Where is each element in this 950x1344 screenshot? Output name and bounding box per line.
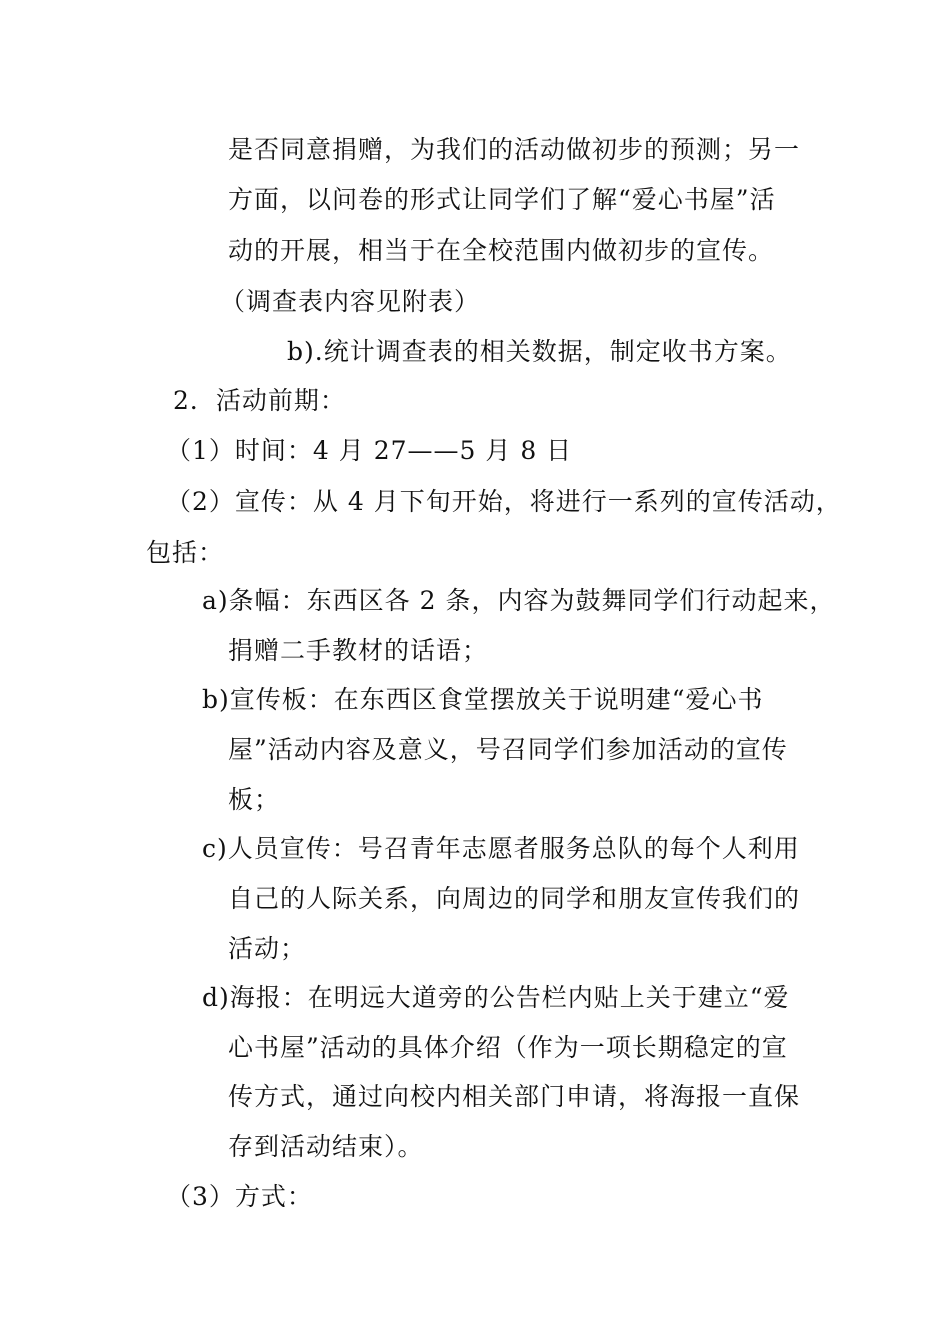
paragraph-line: 包括： <box>146 538 225 567</box>
paragraph-line: 动的开展，相当于在全校范围内做初步的宣传。 <box>228 236 775 265</box>
paragraph-line: （2）宣传：从 4 月下旬开始，将进行一系列的宣传活动， <box>166 487 842 516</box>
list-item-continuation: 板； <box>228 785 281 814</box>
section-heading: 2．活动前期： <box>173 386 346 415</box>
list-item-continuation: 自己的人际关系，向周边的同学和朋友宣传我们的 <box>228 884 801 913</box>
list-item: b)宣传板：在东西区食堂摆放关于说明建“爱心书 <box>202 685 764 714</box>
paragraph-line: （调查表内容见附表） <box>220 287 481 316</box>
paragraph-line: （3）方式： <box>166 1182 313 1211</box>
list-item-continuation: 活动； <box>228 934 307 963</box>
list-item-continuation: 心书屋”活动的具体介绍（作为一项长期稳定的宣 <box>228 1033 788 1062</box>
list-item-continuation: 存到活动结束）。 <box>228 1132 424 1161</box>
list-item-continuation: 屋”活动内容及意义，号召同学们参加活动的宣传 <box>228 735 788 764</box>
list-item: c)人员宣传：号召青年志愿者服务总队的每个人利用 <box>202 834 800 863</box>
list-item: d)海报：在明远大道旁的公告栏内贴上关于建立“爱 <box>202 983 790 1012</box>
list-item-continuation: 捐赠二手教材的话语； <box>228 636 489 665</box>
paragraph-line: b).统计调查表的相关数据，制定收书方案。 <box>287 337 792 366</box>
list-item-continuation: 传方式，通过向校内相关部门申请，将海报一直保 <box>228 1082 801 1111</box>
list-item: a)条幅：东西区各 2 条，内容为鼓舞同学们行动起来， <box>202 586 836 615</box>
paragraph-line: 方面，以问卷的形式让同学们了解“爱心书屋”活 <box>228 185 776 214</box>
paragraph-line: 是否同意捐赠，为我们的活动做初步的预测；另一 <box>228 135 801 164</box>
paragraph-line: （1）时间：4 月 27——5 月 8 日 <box>166 436 573 465</box>
